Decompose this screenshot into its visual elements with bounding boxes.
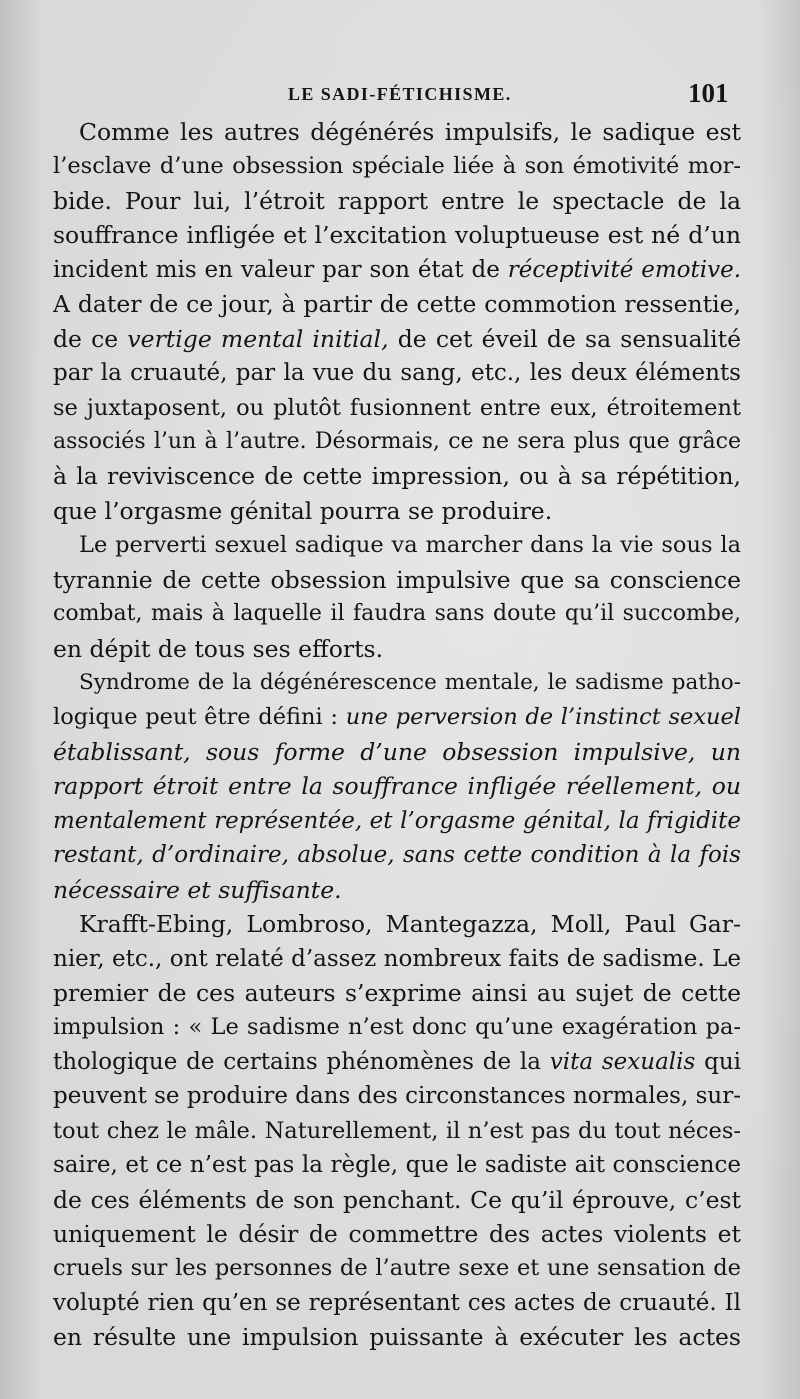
text-line <box>53 597 741 631</box>
roman-text: tyrannie de cette obsession impulsive que sa conscience <box>53 565 741 594</box>
roman-text: logique peut être défini : <box>53 704 346 731</box>
roman-text: cruels sur les personnes de l’autre sexe et une sensation de <box>53 1255 741 1282</box>
roman-text: à la reviviscence de cette impression, ou à sa répétition, <box>53 462 741 491</box>
text-line <box>53 1320 741 1354</box>
text-line <box>53 391 741 425</box>
roman-text: l’esclave d’une obsession spéciale liée à son émotivité mor- <box>53 153 741 180</box>
roman-text: Krafft-Ebing, Lombroso, Mantegazza, Moll, Paul Gar- <box>79 910 741 939</box>
roman-text: en dépit de tous ses efforts. <box>53 634 384 663</box>
roman-text: incident mis en valeur par son état de <box>53 256 508 283</box>
roman-text: Syndrome de la dégénérescence mentale, le sadisme patho- <box>79 670 741 695</box>
italic-text: établissant, sous forme d’une obsession impulsive, un <box>53 737 741 766</box>
roman-text: de cet éveil de sa sensualité <box>388 324 741 353</box>
roman-text: tout chez le mâle. Naturellement, il n’est pas du tout néces- <box>53 1117 741 1144</box>
roman-text: que l’orgasme génital pourra se produire. <box>53 496 553 525</box>
roman-text: de ces éléments de son penchant. Ce qu’il éprouve, c’est <box>53 1185 741 1214</box>
text-line <box>53 804 741 838</box>
roman-text: Le perverti sexuel sadique va marcher dans la vie sous la <box>79 532 741 559</box>
text-line <box>53 1114 741 1148</box>
roman-text: nier, etc., ont relaté d’assez nombreux faits de sadisme. Le <box>53 945 741 972</box>
text-line <box>53 253 741 287</box>
text-line <box>53 563 741 597</box>
text-line <box>53 1286 741 1320</box>
running-head: LE SADI-FÉTICHISME. <box>288 84 512 104</box>
text-line <box>53 1148 741 1182</box>
italic-text: rapport étroit entre la souffrance infligée réellement, ou <box>53 772 741 801</box>
text-line <box>53 873 741 907</box>
roman-text: par la cruauté, par la vue du sang, etc., les deux éléments <box>53 360 741 387</box>
text-line <box>53 942 741 976</box>
text-line <box>53 115 741 149</box>
page-number: 101 <box>688 78 729 108</box>
roman-text: combat, mais à laquelle il faudra sans doute qu’il succombe, <box>53 601 741 627</box>
body-text <box>53 115 741 1355</box>
roman-text: thologique de certains phénomènes de la <box>53 1048 550 1075</box>
text-line <box>53 184 741 218</box>
text-line <box>53 287 741 321</box>
text-line <box>53 149 741 183</box>
roman-text: uniquement le désir de commettre des actes violents et <box>53 1220 741 1248</box>
roman-text: en résulte une impulsion puissante à exécuter les actes <box>53 1323 741 1352</box>
text-line <box>53 1251 741 1285</box>
text-line <box>53 1045 741 1079</box>
text-line <box>53 356 741 390</box>
text-line <box>53 322 741 356</box>
italic-text: mentalement représentée, et l’orgasme génital, la frigidite <box>53 807 741 834</box>
text-line <box>53 666 741 700</box>
text-line <box>53 976 741 1010</box>
roman-text: saire, et ce n’est pas la règle, que le sadiste ait conscience <box>53 1152 741 1179</box>
roman-text: se juxtaposent, ou plutôt fusionnent entre eux, étroitement <box>53 394 741 421</box>
text-line <box>53 425 741 459</box>
roman-text: de ce <box>53 324 128 353</box>
text-line <box>53 1217 741 1251</box>
text-line <box>53 735 741 769</box>
text-line <box>53 218 741 252</box>
roman-text: A dater de ce jour, à partir de cette commotion ressentie, <box>53 290 741 319</box>
roman-text: volupté rien qu’en se représentant ces actes de cruauté. Il <box>53 1289 741 1316</box>
roman-text: qui <box>695 1048 741 1075</box>
italic-text: vita sexualis <box>549 1048 696 1075</box>
page-header <box>0 78 800 114</box>
text-line <box>53 769 741 803</box>
roman-text: impulsion : « Le sadisme n’est donc qu’une exagération pa- <box>53 1014 741 1041</box>
roman-text: peuvent se produire dans des circonstances normales, sur- <box>53 1083 741 1110</box>
roman-text: souffrance infligée et l’excitation voluptueuse est né d’un <box>53 221 741 250</box>
text-line <box>53 1010 741 1044</box>
italic-text: nécessaire et suffisante. <box>53 875 342 904</box>
roman-text: Comme les autres dégénérés impulsifs, le sadique est <box>79 118 741 146</box>
text-line <box>53 1183 741 1217</box>
text-line <box>53 632 741 666</box>
text-line <box>53 907 741 941</box>
text-line <box>53 494 741 528</box>
italic-text: réceptivité emotive. <box>507 256 741 283</box>
text-line <box>53 838 741 872</box>
roman-text: associés l’un à l’autre. Désormais, ce ne sera plus que grâce <box>53 428 741 454</box>
text-line <box>53 459 741 493</box>
text-line <box>53 700 741 734</box>
text-line <box>53 1079 741 1113</box>
italic-text: vertige mental initial, <box>127 324 389 353</box>
italic-text: restant, d’ordinaire, absolue, sans cette condition à la fois <box>53 842 741 869</box>
italic-text: une perversion de l’instinct sexuel <box>345 704 741 731</box>
roman-text: premier de ces auteurs s’exprime ainsi au sujet de cette <box>53 978 741 1007</box>
text-line <box>53 528 741 562</box>
roman-text: bide. Pour lui, l’étroit rapport entre le spectacle de la <box>53 186 741 215</box>
